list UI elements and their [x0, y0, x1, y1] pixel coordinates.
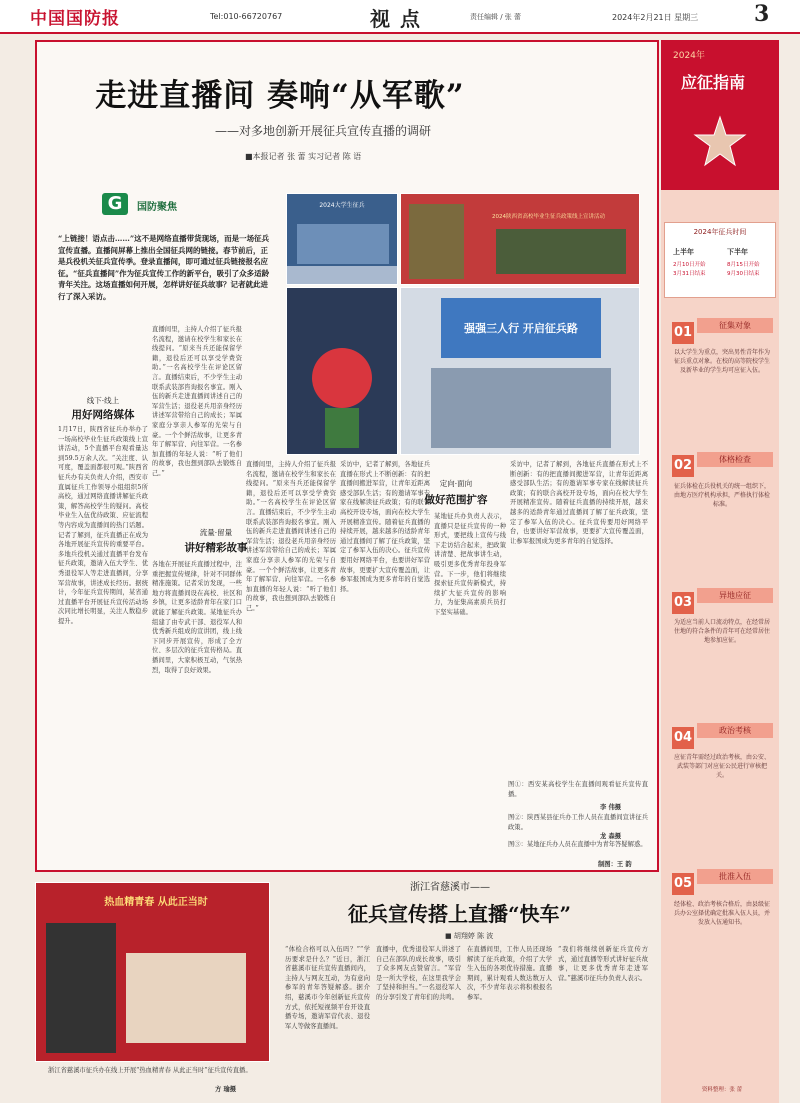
guide-item-text-3: 为适应当前人口流动特点，在经常居住地的符合条件的青年可在经常居住地参加应征。 — [673, 619, 770, 644]
studio-guests — [431, 368, 611, 448]
bottom-photo-credit: 方 瑜摄 — [215, 1086, 237, 1093]
body-column-2a: 直播间里，主持人介绍了征兵报名流程，邀请在校学生和家长在线提问。“原来当兵还能保留学籍，退役后还可以享受学费资助。”一名高校学生在评论区留言。直播结束后，不少学生主动联系武装部咨询报名事宜。刚入伍的新兵走进直播间讲述自己的军营生活；退役老兵用亲身经历讲述军营带给自己的成长；军属家庭分享亲人参军的光荣与自豪。一个个鲜活故事，让更多青年了解军营、向往军营。一名参加直播的年轻人说：“听了他们的故事，我也想到部队去锻炼自己。” — [152, 326, 242, 477]
stage-floor — [287, 266, 397, 284]
guide-item-title-4: 政治考核 — [697, 723, 773, 738]
photo-caption-3: 图③：某地征兵办人员在直播中为青年答疑解惑。 — [508, 841, 647, 848]
issue-date: 2024年2月21日 星期三 — [612, 13, 699, 22]
bottom-photo-livestream — [35, 882, 270, 1062]
guide-item-text-5: 经体检、政治考核合格后，由县级征兵办公室择优确定批准入伍人员，并发放入伍通知书。 — [673, 901, 770, 926]
guide-item-text-4: 应征青年需经过政治考核，由公安、武装等部门对应征公民进行审核把关。 — [673, 754, 770, 779]
article-lead: “上链接！语点击……”这不是网络直播带货现场，而是一场征兵宣传直播。直播间屏幕上推出全国征兵网的链接。春节前后，正是兵役机关征兵宣传季。登录直播间，即可通过征兵链接报名应征。“征兵直播间”作为征兵宣传工作的新平台，吸引了众多适龄青年关注。这场直播如何开展，怎样讲好征兵故事？记者就此进行了深入采访。 — [58, 234, 270, 301]
rose-stem — [325, 408, 359, 448]
sidebar-title: 应征指南 — [681, 73, 746, 92]
editor-credit: 责任编辑 / 张 蕾 — [470, 13, 522, 21]
bottom-column-4: “我们将继续创新征兵宣传方式，通过直播等形式讲好征兵故事，让更多优秀青年走进军营。”慈溪市征兵办负责人表示。 — [558, 946, 648, 982]
photo-credit-1: 李 伟摄 — [600, 804, 622, 811]
body-column-3: 直播间里，主持人介绍了征兵报名流程，邀请在校学生和家长在线提问。“原来当兵还能保留学籍，退役后还可以享受学费资助。”一名高校学生在评论区留言。直播结束后，不少学生主动联系武装部咨询报名事宜。刚入伍的新兵走进直播间讲述自己的军营生活；退役老兵用亲身经历讲述军营带给自己的成长；军属家庭分享亲人参军的光荣与自豪。一个个鲜活故事，让更多青年了解军营、向往军营。一名参加直播的年轻人说：“听了他们的故事，我也想到部队去锻炼自己。” — [246, 461, 336, 612]
banner-text: 2024陕西省高校毕业生征兵政策线上宣讲活动 — [492, 214, 605, 220]
rose-graphic — [312, 348, 372, 408]
section-marker-3: 定向·面向 — [439, 479, 473, 488]
photo-credit-3: 制图：王 韵 — [598, 861, 632, 868]
guide-item-number-3: 03 — [672, 592, 694, 614]
body-column-1: 1月17日，陕西省征兵办举办了一场高校毕业生征兵政策线上宣讲活动，5个直播平台观看量达到59.5万余人次。“关注度、认可度，覆盖面都很可观。”陕西省征兵办有关负责人介绍，西安市直属征兵工作领导小组组织5所高校，通过网络直播讲解征兵政策，解答高校学生的疑问。高校毕业生入伍优待政策、应征流程等内容成为直播间的热门话题。记者了解到，征兵直播正在成为各地开展征兵宣传的重要平台。多地兵役机关通过直播平台发布征兵政策，邀请入伍大学生、优秀退役军人等走进直播间，分享军营故事，讲述成长经历。据统计，今年征兵宣传期间，某省通过直播平台开展征兵宣传活动场次同比增长明显，关注人数稳步提升。 — [58, 426, 148, 625]
star-icon — [693, 115, 747, 169]
section-label: 国防聚焦 — [137, 202, 177, 213]
studio-backdrop — [441, 298, 601, 358]
body-column-2b: 各地在开展征兵直播过程中，注重把握宣传规律，针对不同群体精准施策。记者采访发现，一些地方将直播间设在高校、社区和乡镇，让更多适龄青年在家门口就能了解征兵政策。某地征兵办组建了由专武干部、退役军人和优秀新兵组成的宣讲团，线上线下同步开展宣传，形成了全方位、多层次的征兵宣传格局。直播间里，大家积极互动，气氛热烈，取得了良好效果。 — [152, 561, 242, 674]
paper-logo: 中国国防报 — [30, 9, 120, 29]
body-column-5: 某地征兵办负责人表示，直播只是征兵宣传的一种形式，要把线上宣传与线下走访结合起来，把政策讲清楚、把故事讲生动，吸引更多优秀青年投身军营。下一步，他们将继续探索征兵宣传新模式，持续扩大征兵宣传的影响力，为征集高素质兵员打下坚实基础。 — [434, 513, 506, 616]
photo-credit-2: 龙 森摄 — [600, 833, 622, 840]
photo-stage-screen — [286, 193, 398, 285]
section-marker-1: 线下·线上 — [86, 396, 120, 405]
photo-caption-1: 图①：西安某高校学生在直播间观看征兵宣传直播。 — [508, 781, 648, 798]
body-column-6: 采访中，记者了解到，各地征兵直播在形式上不断创新：有的把直播间搬进军营，让青年近距离感受部队生活；有的邀请军事专家在线解读征兵政策；有的联合高校开设专场，面向在校大学生开展精准宣传。随着征兵直播的持续开展，越来越多的适龄青年通过直播间了解了征兵政策，坚定了参军入伍的决心。征兵宣传要用好网络平台，也要讲好军营故事，更要扩大宣传覆盖面，让参军报国成为更多青年的自觉选择。 — [510, 461, 648, 545]
body-column-4a: 采访中，记者了解到，各地征兵直播在形式上不断创新：有的把直播间搬进军营，让青年近距离感受部队生活；有的邀请军事专家在线解读征兵政策；有的联合高校开设专场，面向在校大学生开展精准宣传。随着征兵直播的持续开展，越来越多的适龄青年通过直播间了解了征兵政策，坚定了参军入伍的决心。征兵宣传要用好网络平台，也要讲好军营故事，更要扩大宣传覆盖面，让参军报国成为更多青年的自觉选择。 — [340, 461, 430, 593]
bottom-column-2: 直播中，优秀退役军人讲述了自己在部队的成长故事，吸引了众多网友点赞留言。“军营是一所大学校，在这里我学会了坚持和担当。”一名退役军人的分享引发了青年们的共鸣。 — [376, 946, 461, 1001]
photo-caption-2: 图②：陕西某县征兵办工作人员在直播间宣讲征兵政策。 — [508, 814, 648, 831]
screen-caption: 2024大学生征兵 — [319, 202, 365, 209]
schedule-title: 2024年征兵时间 — [693, 228, 747, 236]
photo-phone-livestream — [286, 287, 398, 455]
bottom-byline: ■ 胡翔婷 陈 波 — [445, 932, 494, 940]
photo-soldiers-banner — [400, 193, 640, 285]
bottom-column-1: “体检合格可以入伍吗？”“学历要求是什么？”近日，浙江省慈溪市征兵宣传直播间内，主持人与网友互动，为有意向参军的青年答疑解惑。据介绍，慈溪市今年创新征兵宣传方式，依托短视频平台开设直播专场，邀请军营代表、退役军人等做客直播间。 — [285, 946, 370, 1030]
soldier-group-left — [409, 204, 464, 279]
sidebar-guide — [661, 40, 779, 1103]
bottom-headline: 征兵宣传搭上直播“快车” — [348, 902, 572, 926]
section-title-1: 用好网络媒体 — [71, 409, 135, 421]
sidebar-footer: 资料整理：张 蕾 — [701, 1087, 743, 1093]
schedule-box — [664, 222, 776, 298]
guide-item-title-2: 体格检查 — [697, 452, 773, 467]
page-number: 3 — [754, 1, 770, 27]
soldier-row — [496, 229, 626, 274]
bottom-column-3: 在直播间里，工作人员还现场解读了征兵政策，介绍了大学生入伍的各项优待措施。直播期间，累计观看人数达数万人次，不少青年表示将积极报名参军。 — [467, 946, 552, 1001]
section-logo-icon: G — [102, 193, 128, 215]
guide-item-title-5: 批准入伍 — [697, 869, 773, 884]
sidebar-year-badge: 2024年 — [673, 51, 705, 61]
second-half-dates: 8月15日开始 9月30日结束 — [727, 262, 760, 277]
section-title-3: 做好范围扩容 — [424, 494, 488, 506]
bottom-photo-caption: 浙江省慈溪市征兵办在线上开展“热血精青春 从此正当时”征兵宣传直播。 — [48, 1067, 252, 1074]
guide-item-number-4: 04 — [672, 727, 694, 749]
camera-equipment — [46, 923, 116, 1053]
masthead — [0, 0, 800, 34]
article-byline: ■本报记者 张 蕾 实习记者 陈 语 — [245, 152, 362, 161]
section-title: 视点 — [370, 7, 430, 31]
first-half-label: 上半年 — [673, 247, 694, 256]
guide-item-number-2: 02 — [672, 455, 694, 477]
first-half-dates: 2月10日开始 3月31日结束 — [673, 262, 706, 277]
section-title-2: 讲好精彩故事 — [184, 542, 248, 554]
hosts-desk — [126, 953, 246, 1043]
bottom-photo-banner: 热血精青春 从此正当时 — [104, 897, 208, 908]
guide-item-number-1: 01 — [672, 322, 694, 344]
article-headline: 走进直播间 奏响“从军歌” — [95, 78, 465, 114]
studio-backdrop-text: 强强三人行 开启征兵路 — [464, 322, 578, 335]
telephone: Tel:010-66720767 — [210, 12, 283, 21]
photo-studio-interview — [400, 287, 640, 455]
guide-item-text-2: 征兵体检在兵役机关的统一组织下，由地方医疗机构承担，严格执行体检标准。 — [673, 483, 770, 508]
article-subheadline: ——对多地创新开展征兵宣传直播的调研 — [215, 124, 432, 138]
guide-item-number-5: 05 — [672, 873, 694, 895]
sidebar-header — [661, 40, 779, 190]
stage-figures — [297, 224, 389, 264]
guide-item-title-3: 异地应征 — [697, 588, 773, 603]
second-half-label: 下半年 — [727, 247, 748, 256]
bottom-pretitle: 浙江省慈溪市—— — [410, 882, 490, 893]
guide-item-title-1: 征集对象 — [697, 318, 773, 333]
section-marker-2: 流量·留量 — [199, 528, 233, 537]
guide-item-text-1: 以大学生为重点，突出男性青年作为征兵重点对象。在校的高等院校学生及新毕业的学生均可应征入伍。 — [673, 349, 770, 374]
